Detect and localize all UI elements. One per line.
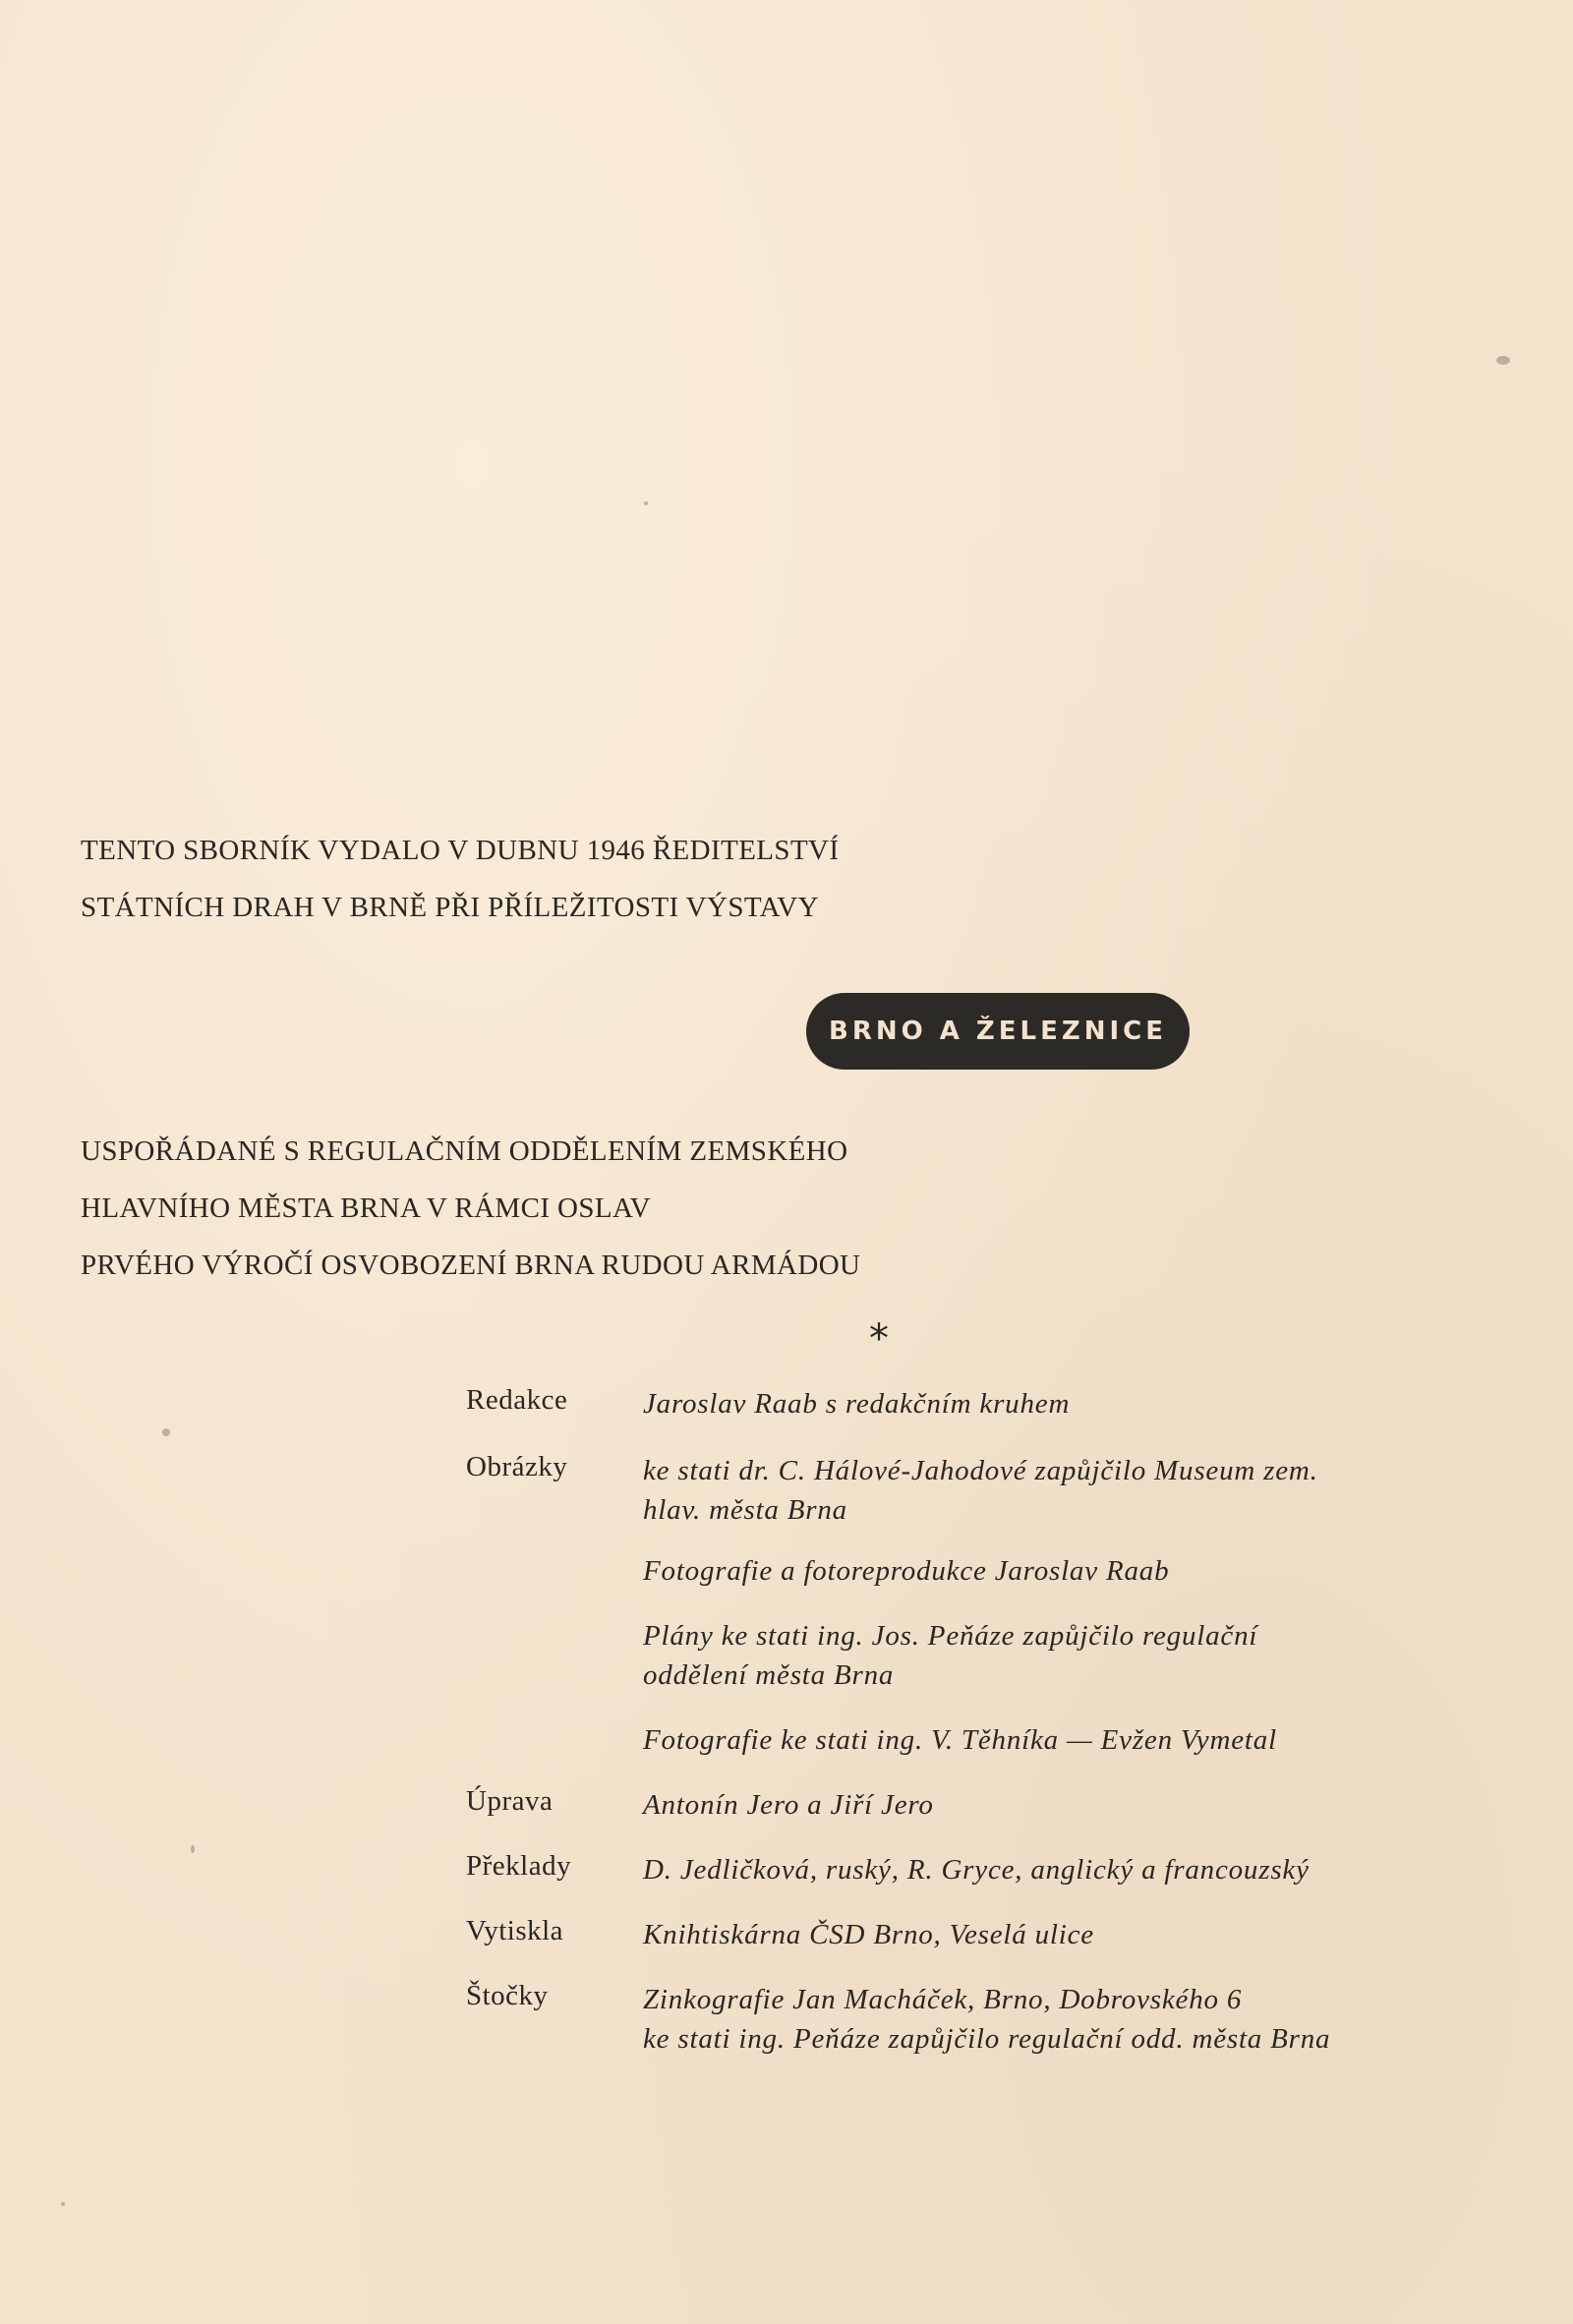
- paper-speck: [61, 2202, 65, 2206]
- credit-value-redakce: [643, 1384, 1070, 1423]
- credit-line: Plány ke stati ing. Jos. Peňáze zapůjčilo regulační: [643, 1620, 1258, 1652]
- asterisk-separator: *: [869, 1316, 889, 1362]
- credit-value-stocky: [643, 1980, 1330, 2059]
- credit-value-obrazky-2: [643, 1551, 1169, 1591]
- credit-line: Jaroslav Raab s redakčním kruhem: [643, 1388, 1071, 1420]
- credit-line: hlav. města Brna: [643, 1494, 847, 1526]
- credit-line: ke stati dr. C. Hálové-Jahodové zapůjčilo Museum zem.: [643, 1455, 1318, 1486]
- credit-label-uprava: Úprava: [466, 1785, 553, 1817]
- intro-block-top: [81, 822, 839, 936]
- paper-speck: [644, 501, 648, 505]
- credit-line: Antonín Jero a Jiří Jero: [643, 1789, 934, 1821]
- credit-label-redakce: Redakce: [466, 1384, 568, 1416]
- credit-value-uprava: [643, 1785, 934, 1825]
- credit-label-preklady: Překlady: [466, 1850, 572, 1882]
- credit-value-obrazky-3: [643, 1616, 1257, 1695]
- credit-value-obrazky-1: [643, 1451, 1318, 1530]
- credit-line: Knihtiskárna ČSD Brno, Veselá ulice: [643, 1919, 1094, 1950]
- intro-line: PRVÉHO VÝROČÍ OSVOBOZENÍ BRNA RUDOU ARMÁDOU: [81, 1249, 861, 1281]
- credit-label-vytiskla: Vytiskla: [466, 1915, 564, 1946]
- intro-line: TENTO SBORNÍK VYDALO V DUBNU 1946 ŘEDITELSTVÍ: [81, 835, 840, 866]
- intro-line: STÁTNÍCH DRAH V BRNĚ PŘI PŘÍLEŽITOSTI VÝSTAVY: [81, 892, 819, 923]
- exhibition-title-badge: BRNO A ŽELEZNICE: [806, 993, 1190, 1070]
- intro-block-bottom: [81, 1123, 860, 1294]
- credit-line: ke stati ing. Peňáze zapůjčilo regulační odd. města Brna: [643, 2023, 1331, 2055]
- paper-speck: [162, 1428, 170, 1436]
- credit-value-obrazky-4: [643, 1720, 1277, 1760]
- credit-line: Zinkografie Jan Macháček, Brno, Dobrovského 6: [643, 1984, 1243, 2015]
- paper-speck: [191, 1845, 195, 1853]
- intro-line: USPOŘÁDANÉ S REGULAČNÍM ODDĚLENÍM ZEMSKÉHO: [81, 1135, 848, 1167]
- credit-value-vytiskla: [643, 1915, 1094, 1954]
- credit-label-stocky: Štočky: [466, 1980, 549, 2011]
- paper-speck: [1496, 356, 1510, 365]
- credit-line: D. Jedličková, ruský, R. Gryce, anglický a francouzský: [643, 1854, 1310, 1886]
- credit-line: oddělení města Brna: [643, 1659, 895, 1691]
- credit-value-preklady: [643, 1850, 1310, 1889]
- credit-line: Fotografie a fotoreprodukce Jaroslav Raab: [643, 1555, 1170, 1587]
- intro-line: HLAVNÍHO MĚSTA BRNA V RÁMCI OSLAV: [81, 1192, 651, 1224]
- credit-line: Fotografie ke stati ing. V. Těhníka — Evžen Vymetal: [643, 1724, 1277, 1756]
- credit-label-obrazky: Obrázky: [466, 1451, 568, 1482]
